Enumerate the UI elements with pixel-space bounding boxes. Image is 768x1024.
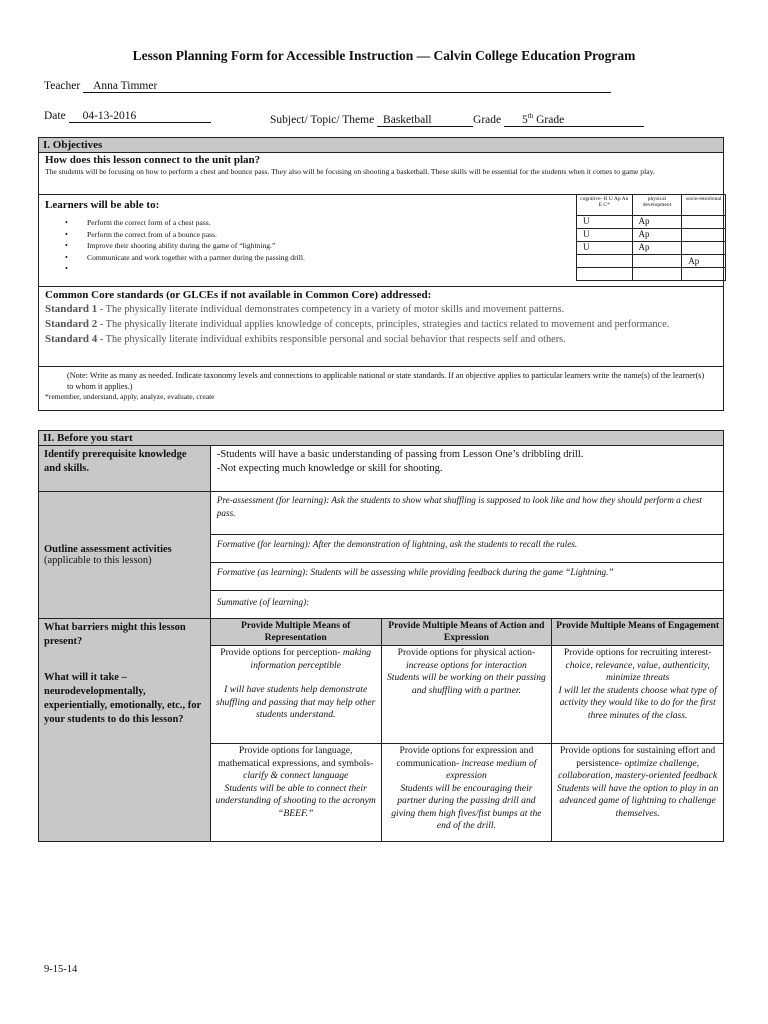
plan-text: Students will be working on their passing and shuffling with a partner. bbox=[386, 672, 546, 696]
grade-value: 5 bbox=[522, 113, 528, 126]
plan-text: Students will be able to connect their understanding of shooting to the acronym “BEEF.” bbox=[215, 782, 376, 819]
prereq-line: -Not expecting much knowledge or skill for shooting. bbox=[216, 463, 443, 474]
note-cell bbox=[39, 367, 724, 411]
before-header: II. Before you start bbox=[39, 431, 724, 446]
summative: Summative (of learning): bbox=[210, 591, 723, 619]
cog-cell bbox=[577, 268, 633, 281]
cog-cell bbox=[577, 255, 633, 268]
standard-label: Standard 2 bbox=[45, 318, 98, 330]
standard-1 bbox=[45, 302, 717, 317]
what-will-it-take-label: What will it take – neurodevelopmentally, experientially, emotionally, etc., for your students to do this lesson? bbox=[44, 672, 201, 725]
objectives-list bbox=[39, 217, 579, 275]
option-text: Provide options for sustaining effort and persistence- bbox=[560, 745, 716, 769]
taxonomy-footnote: *remember, understand, apply, analyze, evaluate, create bbox=[45, 392, 215, 401]
phys-cell: Ap bbox=[632, 216, 682, 229]
barriers-label: What barriers might this lesson present? bbox=[44, 622, 186, 647]
cognitive-header: cognitive- R U Ap An E C* bbox=[577, 195, 633, 216]
option-detail: making information perceptible bbox=[250, 647, 372, 671]
socio-header: socio-emotional bbox=[682, 195, 726, 216]
subject-field[interactable] bbox=[377, 114, 473, 127]
learners-label: Learners will be able to: bbox=[45, 199, 160, 211]
teacher-label: Teacher bbox=[44, 80, 81, 92]
teacher-value: Anna Timmer bbox=[93, 80, 158, 92]
common-core-label: Common Core standards (or GLCEs if not available in Common Core) addressed: bbox=[45, 289, 432, 301]
list-item: • Perform the correct form of a chest pass. bbox=[39, 217, 579, 229]
standard-text: - The physically literate individual exhibits responsible personal and social behavior that respects self and others. bbox=[97, 334, 566, 345]
grade-field[interactable] bbox=[504, 110, 644, 127]
phys-cell bbox=[632, 255, 682, 268]
before-table bbox=[38, 430, 724, 842]
assessment-sub: (applicable to this lesson) bbox=[44, 555, 152, 566]
means-header-representation: Provide Multiple Means of Representation bbox=[210, 619, 381, 646]
means-header-engagement: Provide Multiple Means of Engagement bbox=[552, 619, 724, 646]
option-text: Provide options for recruiting interest- bbox=[563, 647, 712, 658]
standards-cell bbox=[39, 287, 724, 367]
footer-date: 9-15-14 bbox=[44, 964, 78, 975]
option-detail: clarify & connect language bbox=[243, 770, 349, 781]
plan-text: Students will be encouraging their partner during the passing drill and giving them high fives/fist bumps at the end of the drill. bbox=[391, 782, 542, 831]
cog-cell: U bbox=[577, 216, 633, 229]
formative-as: Formative (as learning): Students will be assessing while providing feedback during the game “Lightning.” bbox=[210, 563, 723, 591]
option-text: Provide options for perception- bbox=[220, 647, 341, 658]
action-expression bbox=[381, 744, 552, 842]
barriers-cell bbox=[39, 619, 211, 842]
socio-cell bbox=[682, 229, 726, 242]
prereq-label-cell bbox=[39, 446, 211, 492]
date-value: 04-13-2016 bbox=[82, 110, 137, 122]
phys-cell bbox=[632, 268, 682, 281]
date-label: Date bbox=[44, 110, 66, 122]
subject-row bbox=[270, 110, 644, 127]
grade-word: Grade bbox=[536, 113, 565, 126]
plan-text: Students will have the option to play in an advanced game of lightning to challenge themselves. bbox=[556, 782, 719, 819]
action-physical bbox=[381, 646, 552, 744]
option-text: Provide options for language, mathematical expressions, and symbols- bbox=[218, 745, 374, 769]
assessment-label-cell bbox=[39, 492, 211, 619]
objectives-header: I. Objectives bbox=[39, 138, 724, 153]
prereq-label: Identify prerequisite knowledge and skills. bbox=[44, 449, 187, 474]
plan-text: I will have students help demonstrate shuffling and passing that may help other students understand. bbox=[216, 684, 376, 720]
means-header-action: Provide Multiple Means of Action and Expression bbox=[381, 619, 552, 646]
socio-cell bbox=[682, 268, 726, 281]
representation-perception bbox=[210, 646, 381, 744]
option-detail: increase medium of expression bbox=[446, 757, 537, 781]
option-detail: optimize challenge, collaboration, mastery-oriented feedback bbox=[558, 757, 718, 781]
option-text: Provide options for expression and communication- bbox=[396, 745, 534, 769]
pre-assessment: Pre-assessment (for learning): Ask the students to show what shuffling is supposed to look like and how they should perform a chest pass. bbox=[210, 492, 723, 535]
option-detail: increase options for interaction bbox=[405, 659, 527, 671]
cog-cell: U bbox=[577, 242, 633, 255]
unit-connection-cell bbox=[39, 153, 724, 195]
page-title: Lesson Planning Form for Accessible Instruction — Calvin College Education Program bbox=[132, 48, 636, 63]
standard-2 bbox=[45, 317, 717, 332]
date-field[interactable] bbox=[69, 110, 211, 123]
teacher-field[interactable] bbox=[83, 80, 611, 93]
standard-text: - The physically literate individual applies knowledge of concepts, principles, strategies and tactics related to movement and performance. bbox=[97, 319, 670, 330]
socio-cell: Ap bbox=[682, 255, 726, 268]
standard-4 bbox=[45, 332, 717, 347]
learners-cell bbox=[39, 195, 724, 287]
standard-label: Standard 1 bbox=[45, 303, 98, 315]
formative-for: Formative (for learning): After the demonstration of lightning, ask the students to recall the rules. bbox=[210, 535, 723, 563]
engagement-effort bbox=[552, 744, 724, 842]
list-item bbox=[39, 263, 579, 275]
grade-label: Grade bbox=[473, 113, 502, 126]
phys-cell: Ap bbox=[632, 229, 682, 242]
option-text: Provide options for physical action- bbox=[397, 647, 536, 658]
date-row bbox=[44, 110, 211, 123]
note-text: (Note: Write as many as needed. Indicate taxonomy levels and connections to applicable national or state standards. If an objective applies to particular learners write the name(s) of the learner(s) to whom it applies.) bbox=[67, 371, 705, 391]
engagement-interest bbox=[552, 646, 724, 744]
option-detail: choice, relevance, value, authenticity, minimize threats bbox=[565, 659, 710, 683]
connect-answer: The students will be focusing on how to perform a chest and bounce pass. They also will be focusing on shooting a basketball. These skills will be essential for the students when it comes to game play. bbox=[45, 167, 655, 176]
standard-label: Standard 4 bbox=[45, 333, 98, 345]
plan-text: I will let the students choose what type of activity they would like to do for the first three minutes of the class. bbox=[558, 684, 717, 721]
grade-suffix: th bbox=[527, 112, 534, 120]
prereq-content bbox=[210, 446, 723, 492]
cog-cell: U bbox=[577, 229, 633, 242]
phys-cell: Ap bbox=[632, 242, 682, 255]
subject-label: Subject/ Topic/ Theme bbox=[270, 113, 375, 126]
objectives-table bbox=[38, 137, 724, 411]
list-item: • Communicate and work together with a partner during the passing drill. bbox=[39, 252, 579, 264]
list-item: • Perform the correct from of a bounce pass. bbox=[39, 229, 579, 241]
list-item: • Improve their shooting ability during the game of “lightning.” bbox=[39, 240, 579, 252]
prereq-line: -Students will have a basic understanding of passing from Lesson One’s dribbling drill. bbox=[216, 449, 584, 460]
socio-cell bbox=[682, 216, 726, 229]
representation-language bbox=[210, 744, 381, 842]
physical-header: physical development bbox=[632, 195, 682, 216]
teacher-row bbox=[44, 80, 611, 93]
socio-cell bbox=[682, 242, 726, 255]
assessment-label: Outline assessment activities bbox=[44, 544, 172, 555]
taxonomy-table bbox=[576, 194, 726, 281]
connect-question: How does this lesson connect to the unit plan? bbox=[45, 154, 261, 166]
subject-value: Basketball bbox=[383, 113, 432, 126]
standard-text: - The physically literate individual demonstrates competency in a variety of motor skills and movement patterns. bbox=[97, 304, 565, 315]
